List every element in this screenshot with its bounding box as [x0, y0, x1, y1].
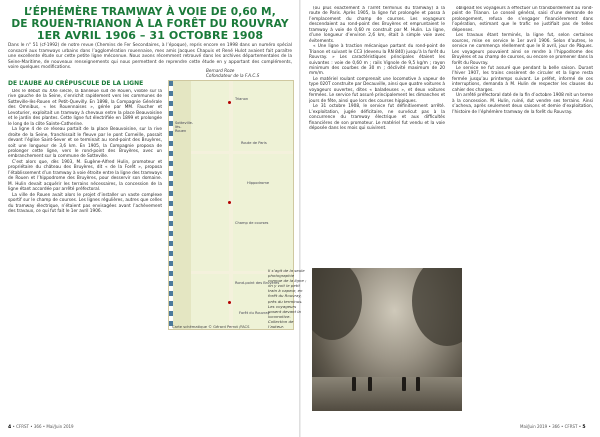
- page-number-right: 5: [582, 425, 586, 430]
- map-label-hippodrome: Hippodrome: [247, 181, 270, 185]
- title-line-1: L’ÉPHÉMÈRE TRAMWAY À VOIE DE 0,60 M,: [24, 6, 276, 18]
- map-label-sotteville: Sotteville-lès-Rouen: [175, 121, 194, 134]
- map-label-champ: Champ de courses: [235, 221, 269, 225]
- photo-caption: Il s’agit de la seule photographie connue de la ligne ; on y voit le petit train à vapeur, en forêt du Rouvray, près du terminus. Les voyageurs posent devant la locomotive. Collection de l’auteur.: [268, 268, 307, 330]
- map-road: [229, 81, 233, 330]
- paragraph: C’est alors que, dès 1903, M. Eugène-Alfred Hulin, promoteur et propriétaire du château des Bruyères, dit « de la Forêt », proposa l’établissement d’un tramway à voie étroite entre la ligne des tramways de Rouen et l’hippodrome des Bruyères, pour desservir son domaine. M. Hulin devait acquérir les terrains nécessaires, la concession de la ligne étant accordée par arrêté préfectoral.: [8, 159, 162, 193]
- map-scale-bar: [169, 81, 173, 330]
- historic-photo: [312, 268, 462, 411]
- footer-left-text: • CFRST • 366 • Mai/Juin 2019: [12, 424, 74, 429]
- photo-person: [352, 377, 356, 391]
- paragraph: La ligne 4 de ce réseau partait de la place Beauvoisine, sur la rive droite de la Seine, franchissait le fleuve par le pont Corneille, passait devant l’église Saint-Sever et se terminait au rond-point des Bruyères, soit une longueur de 3,6 km. En 1905, la Compagnie proposa de prolonger cette ligne, vers le rond-point des Bruyères, avec un embranchement sur la commune de Sotteville.: [8, 127, 162, 160]
- author-name: Bernard Roze: [206, 68, 235, 73]
- map-label-bruyeres: Rond-point des Bruyères: [235, 281, 280, 285]
- footer-right: [520, 424, 586, 430]
- photo-person: [416, 377, 420, 391]
- section-heading: DE L’AUBE AU CRÉPUSCULE DE LA LIGNE: [8, 80, 144, 87]
- author-signature: [206, 68, 294, 79]
- paragraph: Le service ne fut assuré que pendant la belle saison. Durant l’hiver 1907, les trains cessèrent de circuler et la ligne resta fermée jusqu’au printemps suivant. Le préfet, informé de ces interruptions, demanda à M. Hulin de respecter les clauses du cahier des charges.: [452, 65, 593, 93]
- map-caption: Carte schématique © Gérard Perrot /FACS: [172, 325, 250, 329]
- paragraph: Le 31 octobre 1908, le service fut définitivement arrêté. L’exploitation, jugée déficitaire, ne survécut pas à la concurrence du tramway électrique et aux difficultés financières de son promoteur. Le matériel fut vendu et la voie déposée dans les mois qui suivirent.: [309, 104, 445, 131]
- map-stop-marker: [228, 201, 231, 204]
- text-column-1: [8, 89, 162, 421]
- photo-person: [402, 377, 406, 391]
- map-stop-marker: [228, 101, 231, 104]
- paragraph: La ville de Rouen avait alors le projet d’installer un vaste complexe sportif sur le champ de courses. Les lignes régulières, autres que celles du tramway électrique, n’étaient pas envisagées avant l’achèvement des travaux, ce qui fut fait le 1er avril 1906.: [8, 192, 162, 214]
- paragraph: (ou plus exactement à l’arrêt terminus du tramway) à la route de Paris. Après 1905, la ligne fut prolongée et passa à l’emplacement du champ de courses. Les voyageurs descendaient au rond-point des Bruyères et empruntaient le tramway à voie de 0,60 m construit par M. Hulin. La ligne, d’une longueur d’environ 2,6 km, était à simple voie avec évitements.: [309, 6, 445, 44]
- title-line-3: 1ER AVRIL 1906 – 31 OCTOBRE 1908: [36, 29, 264, 42]
- map-stop-marker: [228, 301, 231, 304]
- photo-tree: [312, 268, 362, 340]
- page-number-left: 4: [8, 425, 12, 430]
- author-role: Cofondateur de la F.A.C.S: [206, 73, 260, 79]
- photo-person: [368, 377, 372, 391]
- photo-tree: [412, 268, 462, 346]
- map-road: [191, 151, 294, 154]
- paragraph: Un arrêté préfectoral daté de la fin d’octobre 1908 mit un terme à la concession. M. Hulin, ruiné, dut vendre ses terrains. Ainsi s’acheva, après seulement deux saisons et demie d’exploitation, l’histoire de l’éphémère tramway de la forêt du Rouvray.: [452, 93, 593, 115]
- footer-right-text: Mai/Juin 2019 • 366 • CFRST •: [520, 424, 582, 429]
- map-label-route: Route de Paris: [241, 141, 267, 145]
- map-label-foret: Forêt du Rouvray: [239, 311, 270, 315]
- paragraph: Le matériel roulant comprenait une locomotive à vapeur de type 020T construite par Decauville, ainsi que quatre voitures à voyageurs ouvertes, dites « baladeuses », et deux voitures fermées. Le service fut assuré principalement les dimanches et jours de fête, ainsi que lors des courses hippiques.: [309, 76, 445, 104]
- paragraph: Les travaux étant terminés, la ligne fut, selon certaines sources, mise en service le 1er avril 1906. Selon d’autres, le service ne commença réellement que le 8 avril, jour de Pâques. Les voyageurs pouvaient ainsi se rendre à l’hippodrome des Bruyères et au champ de courses, ou encore se promener dans la forêt du Rouvray.: [452, 33, 593, 66]
- paragraph: « Une ligne à traction mécanique partant du rond-point de Trianon et suivant le CC3 (devenu la RN 840) jusqu’à la forêt du Rouvray. » Les caractéristiques principales étaient les suivantes : voie de 0,60 m ; rails Vignole de 9,5 kg/m ; rayon minimum des courbes de 30 m ; déclivité maximum de 20 mm/m.: [309, 44, 445, 77]
- photo-ground: [312, 377, 462, 411]
- text-column-2: [309, 6, 445, 264]
- paragraph: Dès le début du XXe siècle, la banlieue sud de Rouen, visible sur la rive gauche de la Seine, s’enrichit rapidement vers les communes de Sotteville-lès-Rouen et Petit-Quevilly. En 1898, la Compagnie Générale des Omnibus, « les Rouennaises », gérée par MM. Faucher et Levoturier, exploitait un tramway à chevaux entre la place Beauvoisine et le jardin des plantes. Cette ligne fut électrifiée en 1899 et prolongée le long de la côte Sainte-Catherine.: [8, 89, 162, 127]
- page-gutter: [299, 0, 301, 437]
- paragraph: obligeait les voyageurs à effectuer un transbordement au rond-point de Trianon. Le conseil général, saisi d’une demande de prolongement, refusa de s’engager financièrement dans l’opération, estimant que le trafic ne justifiait pas de telles dépenses.: [452, 6, 593, 33]
- text-column-3: [452, 6, 593, 421]
- title-line-2: DE ROUEN-TRIANON À LA FORÊT DU ROUVRAY: [11, 18, 289, 30]
- article-title: [8, 6, 292, 42]
- footer-left: [8, 424, 74, 430]
- map-label-trianon: Trianon: [235, 97, 249, 101]
- article-intro: Dans le n° 51 (cf-1992) de notre revue (Chemins de Fer Secondaires, à l’époque), repris encore en 1998 dans un numéro spécial consacré aux tramways urbains dans l’agglomération rouennaise, mes amis Jacques Chapuis et René Hulot avaient fait paraître une excellente étude sur cette petite ligne méconnue. Nous avons récemment retrouvé dans les archives départementales de la Seine-Maritime, de nouveaux renseignements qui nous permettent de reprendre cette étude en y apportant des compléments, voire quelques modifications.: [8, 43, 292, 71]
